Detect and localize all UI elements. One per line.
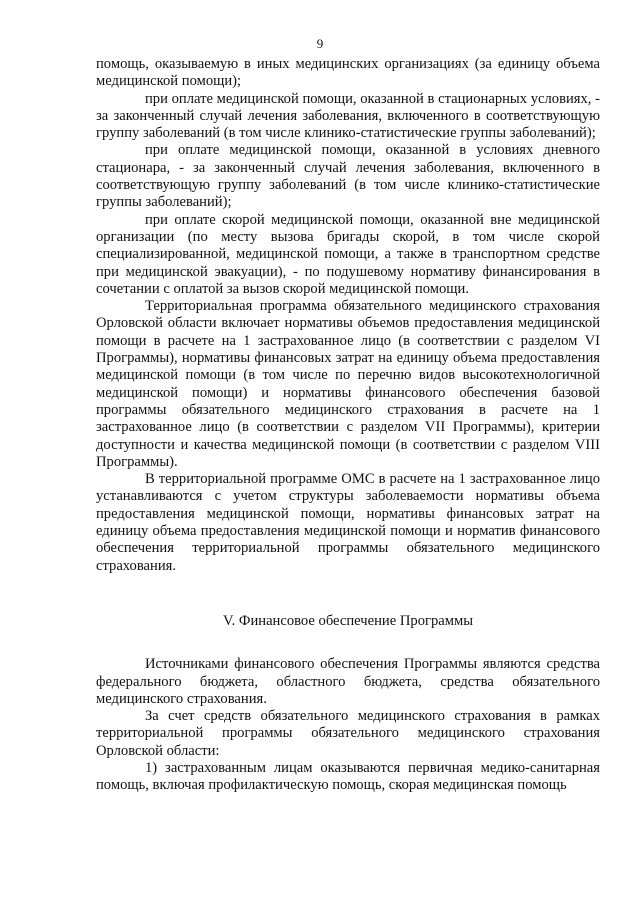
paragraph: Источниками финансового обеспечения Программы являются средства федерального бюджета, областного бюджета, средства обязательного медицинского страхования. [96, 656, 600, 707]
paragraph: при оплате медицинской помощи, оказанной в стационарных условиях, - за законченный случай лечения заболевания, включенного в соответствующую группу заболеваний (в том числе клинико-статистические группы заболеваний); [96, 90, 600, 142]
paragraph: при оплате медицинской помощи, оказанной в условиях дневного стационара, - за законченный случай лечения заболевания, включенного в соответствующую группу заболеваний (в том числе клинико-статистические группы заболеваний); [96, 142, 600, 211]
paragraph: помощь, оказываемую в иных медицинских организациях (за единицу объема медицинской помощи); [96, 56, 600, 90]
paragraph: За счет средств обязательного медицинского страхования в рамках территориальной программы обязательного медицинского страхования Орловской области: [96, 708, 600, 759]
paragraph: Территориальная программа обязательного медицинского страхования Орловской области включает нормативы объемов предоставления медицинской помощи в расчете на 1 застрахованное лицо (в соответствии с разделом VI Программы), нормативы финансовых затрат на единицу объема предоставления медицинской помощи (в том числе по перечню видов высокотехнологичной медицинской помощи) и нормативы финансового обеспечения базовой программы обязательного медицинского страхования в расчете на 1 застрахованное лицо (в соответствии с разделом VII Программы), критерии доступности и качества медицинской помощи (в соответствии с разделом VIII Программы). [96, 298, 600, 470]
paragraph: 1) застрахованным лицам оказываются первичная медико-санитарная помощь, включая профилактическую помощь, скорая медицинская помощь [96, 759, 600, 794]
document-body [96, 56, 600, 795]
page-number: 9 [316, 36, 324, 51]
paragraph: при оплате скорой медицинской помощи, оказанной вне медицинской организации (по месту вызова бригады скорой, в том числе скорой специализированной, медицинской помощи, а также в транспортном средстве при медицинской эвакуации), - по подушевому нормативу финансирования в сочетании с оплатой за вызов скорой медицинской помощи. [96, 211, 600, 297]
paragraph: В территориальной программе ОМС в расчете на 1 застрахованное лицо устанавливаются с учетом структуры заболеваемости нормативы объема предоставления медицинской помощи, нормативы финансовых затрат на единицу объема предоставления медицинской помощи и норматив финансового обеспечения территориальной программы обязательного медицинского страхования. [96, 471, 600, 574]
section-heading: V. Финансовое обеспечение Программы [222, 612, 474, 629]
